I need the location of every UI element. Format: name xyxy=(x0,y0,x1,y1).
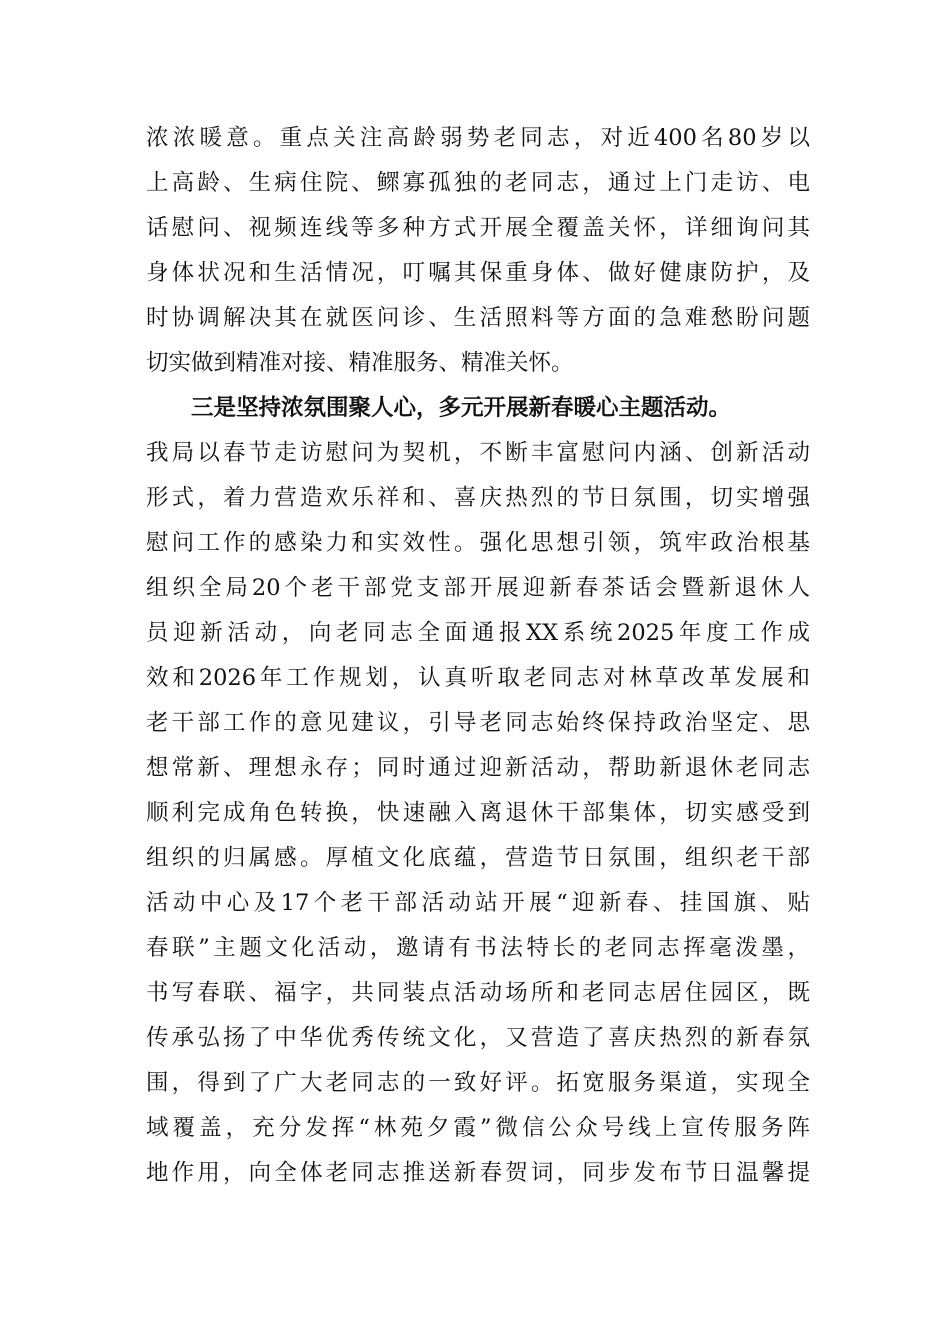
text-line: 围，得到了广大老同志的一致好评。拓宽服务渠道，实现全 xyxy=(146,1070,810,1096)
text-line: 活动中心及17个老干部活动站开展“迎新春、挂国旗、贴 xyxy=(146,890,810,916)
text-line: 书写春联、福字，共同装点活动场所和老同志居住园区，既 xyxy=(146,980,810,1006)
text-line: 春联”主题文化活动，邀请有书法特长的老同志挥毫泼墨， xyxy=(146,935,810,961)
text-line: 时协调解决其在就医问诊、生活照料等方面的急难愁盼问题 xyxy=(146,305,810,331)
text-line: 老干部工作的意见建议，引导老同志始终保持政治坚定、思 xyxy=(146,710,810,736)
section-heading: 三是坚持浓氛围聚人心，多元开展新春暖心主题活动。 xyxy=(191,395,732,421)
text-line: 想常新、理想永存；同时通过迎新活动，帮助新退休老同志 xyxy=(146,755,810,781)
text-line: 切实做到精准对接、精准服务、精准关怀。 xyxy=(146,350,574,376)
text-line: 形式，着力营造欢乐祥和、喜庆热烈的节日氛围，切实增强 xyxy=(146,485,810,511)
paragraph-2 xyxy=(146,386,810,1196)
text-line: 话慰问、视频连线等多种方式开展全覆盖关怀，详细询问其 xyxy=(146,215,810,241)
text-line: 顺利完成角色转换，快速融入离退休干部集体，切实感受到 xyxy=(146,800,810,826)
text-line: 传承弘扬了中华优秀传统文化，又营造了喜庆热烈的新春氛 xyxy=(146,1025,810,1051)
text-line: 我局以春节走访慰问为契机，不断丰富慰问内涵、创新活动 xyxy=(146,440,810,466)
text-line: 组织全局20个老干部党支部开展迎新春茶话会暨新退休人 xyxy=(146,575,810,601)
text-line: 域覆盖，充分发挥“林苑夕霞”微信公众号线上宣传服务阵 xyxy=(146,1115,810,1141)
text-line: 组织的归属感。厚植文化底蕴，营造节日氛围，组织老干部 xyxy=(146,845,810,871)
text-line: 地作用，向全体老同志推送新春贺词，同步发布节日温馨提 xyxy=(146,1160,810,1186)
text-line: 慰问工作的感染力和实效性。强化思想引领，筑牢政治根基 xyxy=(146,530,810,556)
text-line: 身体状况和生活情况，叮嘱其保重身体、做好健康防护，及 xyxy=(146,260,810,286)
paragraph-1 xyxy=(146,116,810,386)
text-line: 员迎新活动，向老同志全面通报XX系统2025年度工作成 xyxy=(146,620,810,646)
text-line: 上高龄、生病住院、鳏寡孤独的老同志，通过上门走访、电 xyxy=(146,170,810,196)
text-line: 效和2026年工作规划，认真听取老同志对林草改革发展和 xyxy=(146,665,810,691)
body-text xyxy=(146,116,810,1196)
section-heading-line xyxy=(146,386,810,431)
text-line: 浓浓暖意。重点关注高龄弱势老同志，对近400名80岁以 xyxy=(146,125,810,151)
